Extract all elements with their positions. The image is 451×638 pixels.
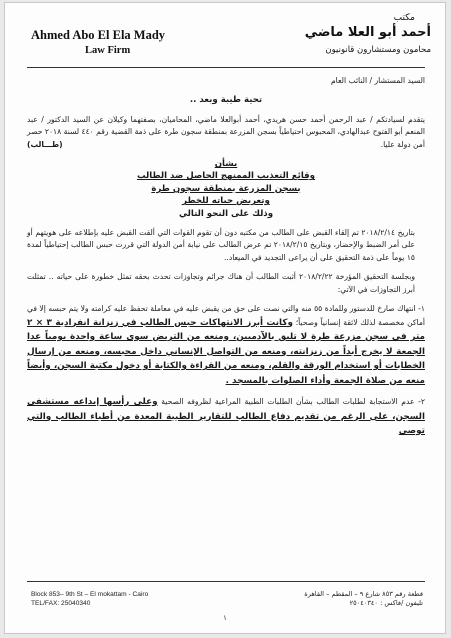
subject-line-5: وذلك على النحو التالي [178,208,274,219]
firm-subtitle-ar: محامون ومستشارون قانونيون [325,45,431,55]
letter-body [27,75,425,439]
violation-item-1 [27,303,425,388]
document-page [4,2,446,634]
footer-address-ar-line1: قطعة رقم ٨٥٣ شارع ٩ – المقطم – القاهرة [304,590,423,598]
intro-text: يتقدم لسيادتكم / عبد الرحمن أحمد حسن هريدي، أحمد أبوالعلا ماضي، المحاميان، بصفتهما وكيلان عن السيد الدكتور / عبد المنعم أبو الفتوح عبدالهادي، المحبوس احتياطياً بسجن المزرعة بمنطقة سجون طرة على ذمة القضية رقم ٤٤٠ لسنة ٢٠١٨ حصر أمن دولة عليا. [27,114,425,149]
addressee: السيد المستشار / النائب العام [330,76,425,85]
paragraph-arrest: بتاريخ ٢٠١٨/٢/١٤ تم إلقاء القبض على الطالب من مكتبه دون أن تقوم القوات التي ألقت القبض عليه بإطلاعه على هويتهم أو على أمر الضبط والإحضار، وبتاريخ ٢٠١٨/٢/١٥ تم عرض الطالب على نيابة أمن الدولة التي قررت حبس الطالب إحتياطياً لمدة ١٥ يوماً على ذمة التحقيق على أن يراعى التجديد في الميعاد.. [27,228,415,262]
header-divider [27,67,425,68]
footer-phone-ar: تليفون /فاكس : ٢٥٠٤٠٣٤٠ [349,599,423,607]
violation-item-2 [27,395,425,439]
paragraph-investigation: وبجلسة التحقيق المؤرخة ٢٠١٨/٢/٢٢ أثبت الطالب أن هناك جرائم وتجاوزات تحدث بحقه تمثل خطورة على حياته .. تمثلت أبرز التجاوزات في الآتي: [27,272,415,294]
page-number: ١ [223,615,227,622]
violation-item-2-text: ٢- عدم الاستجابة لطلبات الطالب بشأن الطلبات الطبية المراعية لظروفه الصحية [161,397,425,406]
footer-divider [27,581,425,582]
footer-address-en [31,590,148,608]
firm-name-ar: أحمد أبو العلا ماضي [304,25,431,40]
footer-phone-en: TEL/FAX: 25040340 [31,600,91,607]
violation-item-1-text: ١- انتهاك صارخ للدستور وللمادة ٥٥ منه والتي نصت على حق من يقبض عليه في معاملة تحفظ عليه كرامته ولا يتم حبسه إلا في أماكن مخصصة لذلك لائقة إنسانياً وصحياً؛ [27,304,425,327]
subject-line-2: وقائع التعذيب الممنهج الحاصل ضد الطالب [136,171,316,182]
greeting: تحية طيبة وبعد .. [189,95,263,106]
subject-line-4: وتعريض حياته للخطر [182,196,270,207]
violation-item-2-emphasis: وعلى رأسها إيداعه مستشفى السجن، على الرغم من تقديم دفاع الطالب للتقارير الطبية المعدة من أطباء الطالب والتي توصي [27,397,425,436]
applicant-label: (طـــالب) [27,139,63,149]
subject-line-3: بسجن المزرعة بمنطقة سجون طرة [151,183,301,194]
firm-office-ar: مكتب [393,13,415,23]
footer-address-en-line1: Block 853– 9th St – El mokattam - Cairo [31,591,149,598]
firm-subtitle-en: Law Firm [85,45,131,56]
intro-paragraph [27,114,425,151]
footer-address-ar [304,590,423,608]
subject-line-1: بشأن [214,159,238,170]
firm-name-en: Ahmed Abo El Ela Mady [31,28,166,42]
violation-item-1-emphasis: وكانت أبرز الانتهاكات حبس الطالب في زنزانة انفرادية ٣ × ٢ متر في سجن مزرعة طرة لا تليق بالآدميين، ومنعه من التريض سوى ساعة واحدة يومياً عدا الجمعة لا يخرج أبداً من زنزانته، ومنعه من التواصل الإنساني داخل محبسه، ومنعه من إرسال الخطابات أو استخدام الورقة والقلم، ومنعه من القراءة والكتابة أو دخول مكتبة السجن، وأيضاً منعه من صلاة الجمعة وأداء الصلوات بالمسجد . [27,317,425,386]
